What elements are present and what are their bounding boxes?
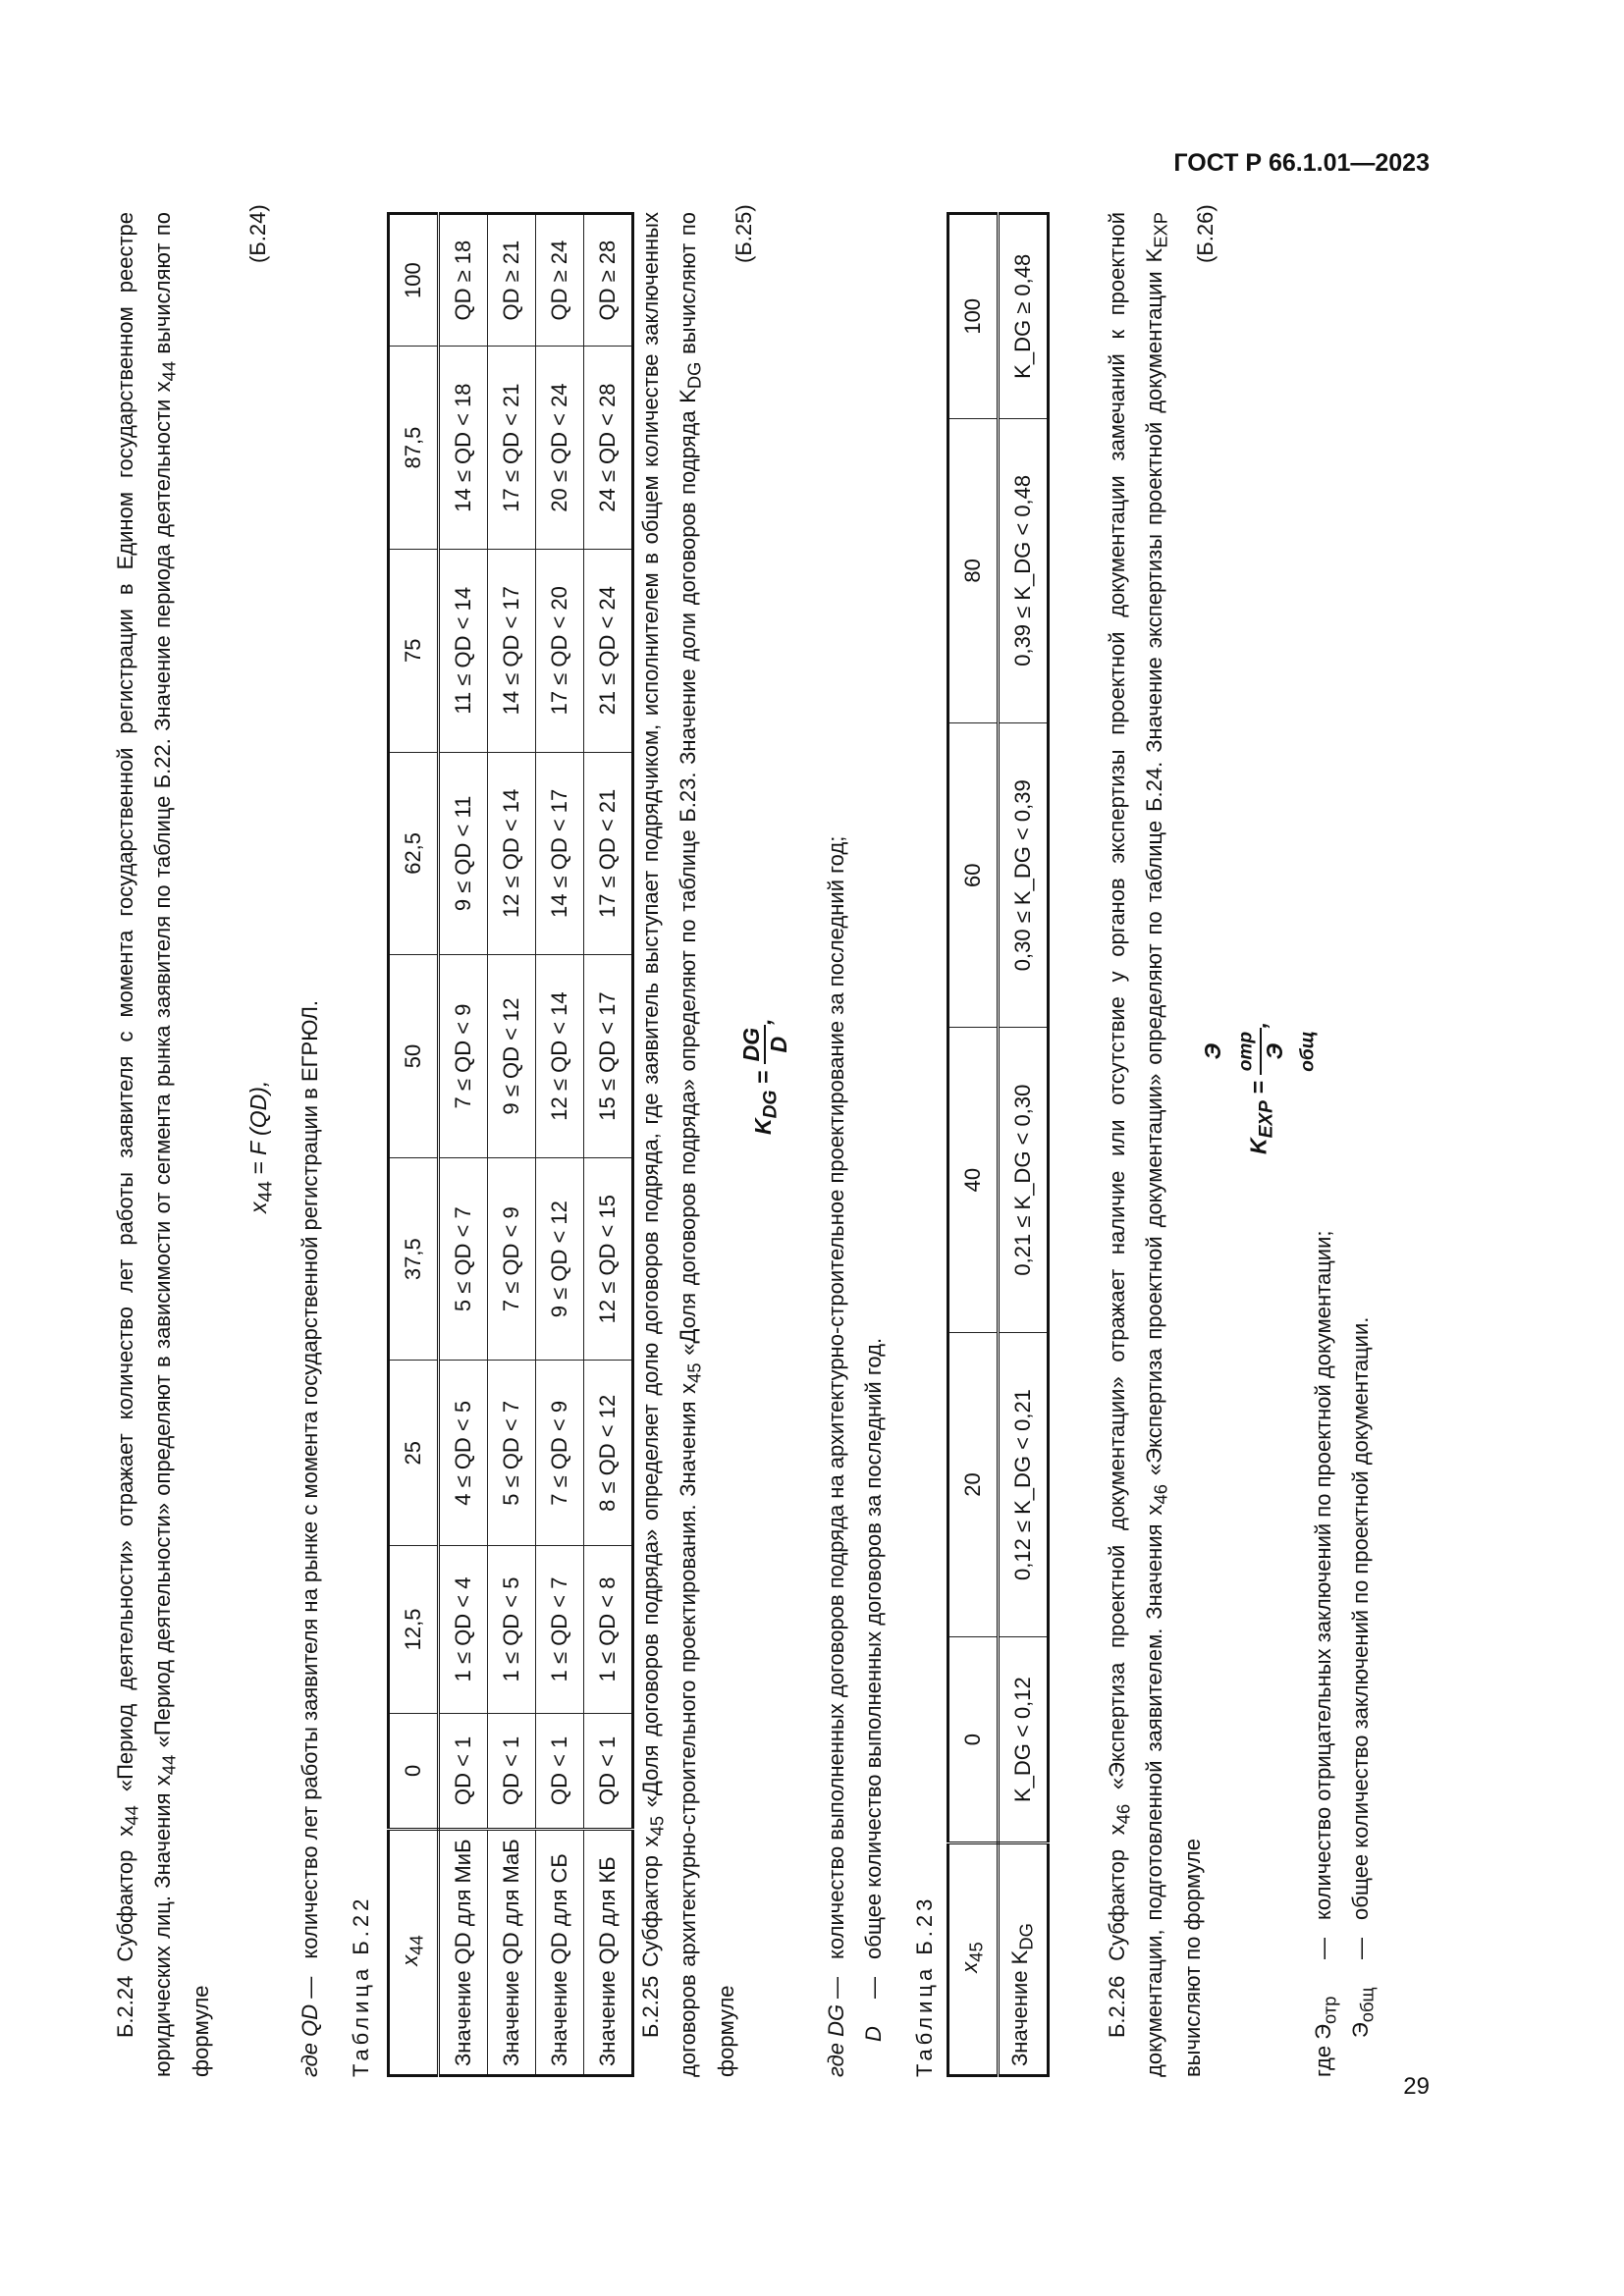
table-b23-col-header: 40 <box>948 1028 999 1332</box>
table-cell: 11 ≤ QD < 14 <box>439 549 488 752</box>
table-b23-header-label <box>948 1843 999 2076</box>
where-e-obsch <box>1345 1317 1382 2077</box>
table-b22-col-header: 62,5 <box>389 752 439 955</box>
where-text: общее количество выполненных договоров за последний год. <box>861 1337 886 1959</box>
subscript: 44 <box>158 360 180 382</box>
table-cell: 5 ≤ QD < 7 <box>439 1157 488 1361</box>
subscript: общ <box>1297 1031 1319 1072</box>
text: Б.2.26 Субфактор x <box>1105 1824 1129 2038</box>
table-b22 <box>387 212 634 2077</box>
table-b23-caption: Таблица Б.23 <box>912 1895 937 2077</box>
subscript: 46 <box>1112 1803 1134 1825</box>
table-row <box>439 214 488 2076</box>
table-cell: 1 ≤ QD < 8 <box>584 1546 633 1714</box>
table-cell: 24 ≤ QD < 28 <box>584 347 633 550</box>
table-cell: 17 ≤ QD < 21 <box>584 752 633 955</box>
row-label: Значение QD для СБ <box>536 1830 584 2076</box>
text: Б.2.24 Субфактор x <box>113 1825 137 2038</box>
numerator: DG <box>738 1025 766 1065</box>
formula-b26: $K_{EXP}$ = Э $_{отр}$ Э $_{общ}$ , <box>1200 1022 1321 1154</box>
where-text: количество лет работы заявителя на рынке с момента государственной регистрации в ЕГРЮЛ. <box>298 999 322 1959</box>
table-b23-col-header: 20 <box>948 1332 999 1636</box>
fraction <box>738 1025 791 1065</box>
text: «Период деятельности» отражает количество лет работы заявителя с момента государственной регистрации в Едином государственном реестре юридических лиц. Значения x <box>113 211 176 2077</box>
text: «Период деятельности» определяют в зависимости от сегмента рынка заявителя по таблице Б.22. Значение периода деятельности x <box>150 381 176 1755</box>
table-cell: 9 ≤ QD < 12 <box>488 955 536 1158</box>
subscript: 45 <box>646 1815 668 1837</box>
table-b22-header-label <box>389 1830 439 2076</box>
row-label: Значение QD для МаБ <box>488 1830 536 2076</box>
subscript: общ <box>1356 1987 1378 2023</box>
paragraph-b224 <box>110 212 217 2077</box>
subscript: 44 <box>121 1805 142 1826</box>
symbol: Э <box>1348 2022 1373 2038</box>
table-b22-col-header: 87,5 <box>389 347 439 550</box>
row-label: Значение QD для КБ <box>584 1830 633 2076</box>
table-cell: 17 ≤ QD < 20 <box>536 549 584 752</box>
table-cell: 12 ≤ QD < 14 <box>488 752 536 955</box>
formula-number-b26: (Б.26) <box>1193 204 1218 263</box>
subscript: 44 <box>158 1754 180 1776</box>
where-symbol: где DG <box>824 2003 848 2077</box>
label: Значение K <box>1006 1949 1032 2066</box>
paragraph-b226 <box>1102 212 1209 2077</box>
formula-lhs: K <box>1245 1138 1272 1154</box>
table-row <box>536 214 584 2076</box>
subscript: отр <box>1235 1031 1257 1072</box>
table-cell: 7 ≤ QD < 9 <box>536 1361 584 1546</box>
table-cell: QD ≥ 18 <box>439 214 488 347</box>
formula-lhs: K <box>750 1118 777 1135</box>
table-b22-header-row <box>389 214 439 2076</box>
document-header: ГОСТ Р 66.1.01—2023 <box>1173 149 1430 177</box>
text: «Доля договоров подряда» определяют по таблице Б.23. Значение доли договоров подряда K <box>676 389 701 1363</box>
subscript: 45 <box>683 1362 705 1383</box>
text: вычисляют по формуле <box>150 212 213 2077</box>
table-cell: 9 ≤ QD < 12 <box>536 1157 584 1361</box>
table-b22-col-header: 0 <box>389 1713 439 1829</box>
table-cell: 12 ≤ QD < 14 <box>536 955 584 1158</box>
table-b23-col-header: 80 <box>948 418 999 722</box>
text: вычисляют по формуле <box>676 212 738 2077</box>
denominator-symbol: Э <box>1261 1042 1287 1060</box>
where-symbol: где QD — <box>298 1976 322 2077</box>
where-e-otr <box>1308 1231 1345 2078</box>
where-dg <box>821 836 852 2077</box>
table-b22-caption: Таблица Б.22 <box>349 1895 373 2077</box>
denominator <box>1262 1028 1322 1074</box>
table-b23 <box>947 212 1050 2077</box>
numerator <box>1200 1028 1262 1074</box>
page-number: 29 <box>1403 2073 1430 2100</box>
symbol: x <box>956 1961 982 1973</box>
where-symbol: D <box>861 2026 886 2042</box>
text: «Экспертиза проектной документации» определяют по таблице Б.24. Значение экспертизы проектной документации K <box>1142 247 1167 1485</box>
formula-number-b25: (Б.25) <box>731 204 756 263</box>
table-cell: 21 ≤ QD < 24 <box>584 549 633 752</box>
table-cell: QD < 1 <box>439 1713 488 1829</box>
dash: — <box>1348 1938 1373 1959</box>
dash: — <box>824 1977 848 1999</box>
table-cell: 15 ≤ QD < 17 <box>584 955 633 1158</box>
text: Б.2.25 Субфактор x <box>638 1836 663 2038</box>
where-symbol <box>1345 1959 1382 2077</box>
where-text: общее количество заключений по проектной документации. <box>1348 1316 1373 1920</box>
formula-b25: $K_{DG}$ = DG D , <box>738 1018 791 1135</box>
table-cell: 5 ≤ QD < 7 <box>488 1361 536 1546</box>
table-cell: K_DG ≥ 0,48 <box>999 214 1049 419</box>
table-cell: 8 ≤ QD < 12 <box>584 1361 633 1546</box>
denominator: D <box>766 1036 791 1053</box>
subscript: DG <box>1015 1923 1037 1950</box>
table-row <box>488 214 536 2076</box>
where-text: количество отрицательных заключений по проектной документации; <box>1311 1230 1335 1920</box>
table-cell: 0,39 ≤ K_DG < 0,48 <box>999 418 1049 722</box>
row-label <box>999 1843 1049 2076</box>
text: вычисляют по формуле <box>1179 1839 1205 2077</box>
table-b22-col-header: 100 <box>389 214 439 347</box>
where-text: количество выполненных договоров подряда на архитектурно-строительное проектирование за последний год; <box>824 835 848 1959</box>
text: «Экспертиза проектной документации» отражает наличие или отсутствие у органов экспертизы проектной документации замечаний к проектной документации, подготовленной заявителем. Значения x <box>1105 211 1167 2077</box>
text: «Доля договоров подряда» определяет долю договоров подряда, где заявитель выступает подрядчиком, исполнителем в общем количестве заключенных договоров архитектурно-строительного проектирования. Значения x <box>638 212 701 2077</box>
dash: — <box>861 1977 886 1999</box>
table-cell: 0,21 ≤ K_DG < 0,30 <box>999 1028 1049 1332</box>
fraction <box>1200 1028 1321 1074</box>
where-d <box>858 1338 890 2077</box>
symbol: x <box>397 1954 422 1966</box>
table-cell: QD < 1 <box>488 1713 536 1829</box>
table-b23-col-header: 60 <box>948 723 999 1028</box>
subscript: 44 <box>255 1181 277 1202</box>
rotated-page-content <box>110 75 1445 2077</box>
table-cell: 1 ≤ QD < 4 <box>439 1546 488 1714</box>
table-b23-col-header: 100 <box>948 214 999 419</box>
subscript: EXP <box>1256 1100 1277 1139</box>
subscript: отр <box>1319 1996 1340 2024</box>
table-row <box>584 214 633 2076</box>
row-label: Значение QD для МиБ <box>439 1830 488 2076</box>
subscript: 45 <box>965 1942 987 1962</box>
table-b22-col-header: 25 <box>389 1361 439 1546</box>
symbol: где Э <box>1311 2023 1335 2077</box>
table-cell: 17 ≤ QD < 21 <box>488 347 536 550</box>
table-cell: 4 ≤ QD < 5 <box>439 1361 488 1546</box>
numerator-symbol: Э <box>1200 1042 1225 1060</box>
paragraph-b225 <box>635 212 742 2077</box>
table-cell: 20 ≤ QD < 24 <box>536 347 584 550</box>
table-cell: QD ≥ 28 <box>584 214 633 347</box>
table-row <box>999 214 1049 2076</box>
subscript: EXP <box>1150 211 1171 248</box>
table-cell: QD ≥ 24 <box>536 214 584 347</box>
table-cell: 1 ≤ QD < 7 <box>536 1546 584 1714</box>
table-cell: 1 ≤ QD < 5 <box>488 1546 536 1714</box>
formula-lhs: x <box>245 1201 271 1213</box>
table-b22-col-header: 50 <box>389 955 439 1158</box>
table-b22-col-header: 37,5 <box>389 1157 439 1361</box>
table-cell: 14 ≤ QD < 18 <box>439 347 488 550</box>
table-cell: 7 ≤ QD < 9 <box>439 955 488 1158</box>
where-qd <box>295 1000 326 2077</box>
table-cell: 7 ≤ QD < 9 <box>488 1157 536 1361</box>
table-b22-col-header: 12,5 <box>389 1546 439 1714</box>
subscript: DG <box>683 361 705 390</box>
formula-number-b24: (Б.24) <box>245 204 270 263</box>
table-b23-header-row <box>948 214 999 2076</box>
where-symbol <box>1308 1959 1345 2077</box>
formula-b24 <box>243 1081 283 1213</box>
table-cell: 12 ≤ QD < 15 <box>584 1157 633 1361</box>
table-cell: QD ≥ 21 <box>488 214 536 347</box>
table-cell: 0,12 ≤ K_DG < 0,21 <box>999 1332 1049 1636</box>
table-cell: K_DG < 0,12 <box>999 1637 1049 1843</box>
subscript: 44 <box>406 1935 427 1955</box>
table-cell: QD < 1 <box>584 1713 633 1829</box>
formula-rhs: = F (QD), <box>245 1080 271 1182</box>
table-cell: 9 ≤ QD < 11 <box>439 752 488 955</box>
table-cell: 0,30 ≤ K_DG < 0,39 <box>999 723 1049 1028</box>
subscript: DG <box>760 1090 782 1119</box>
table-cell: 14 ≤ QD < 17 <box>488 549 536 752</box>
dash: — <box>1311 1938 1335 1959</box>
subscript: 46 <box>1150 1484 1171 1505</box>
table-cell: 14 ≤ QD < 17 <box>536 752 584 955</box>
table-b22-col-header: 75 <box>389 549 439 752</box>
table-b23-col-header: 0 <box>948 1637 999 1843</box>
table-cell: QD < 1 <box>536 1713 584 1829</box>
